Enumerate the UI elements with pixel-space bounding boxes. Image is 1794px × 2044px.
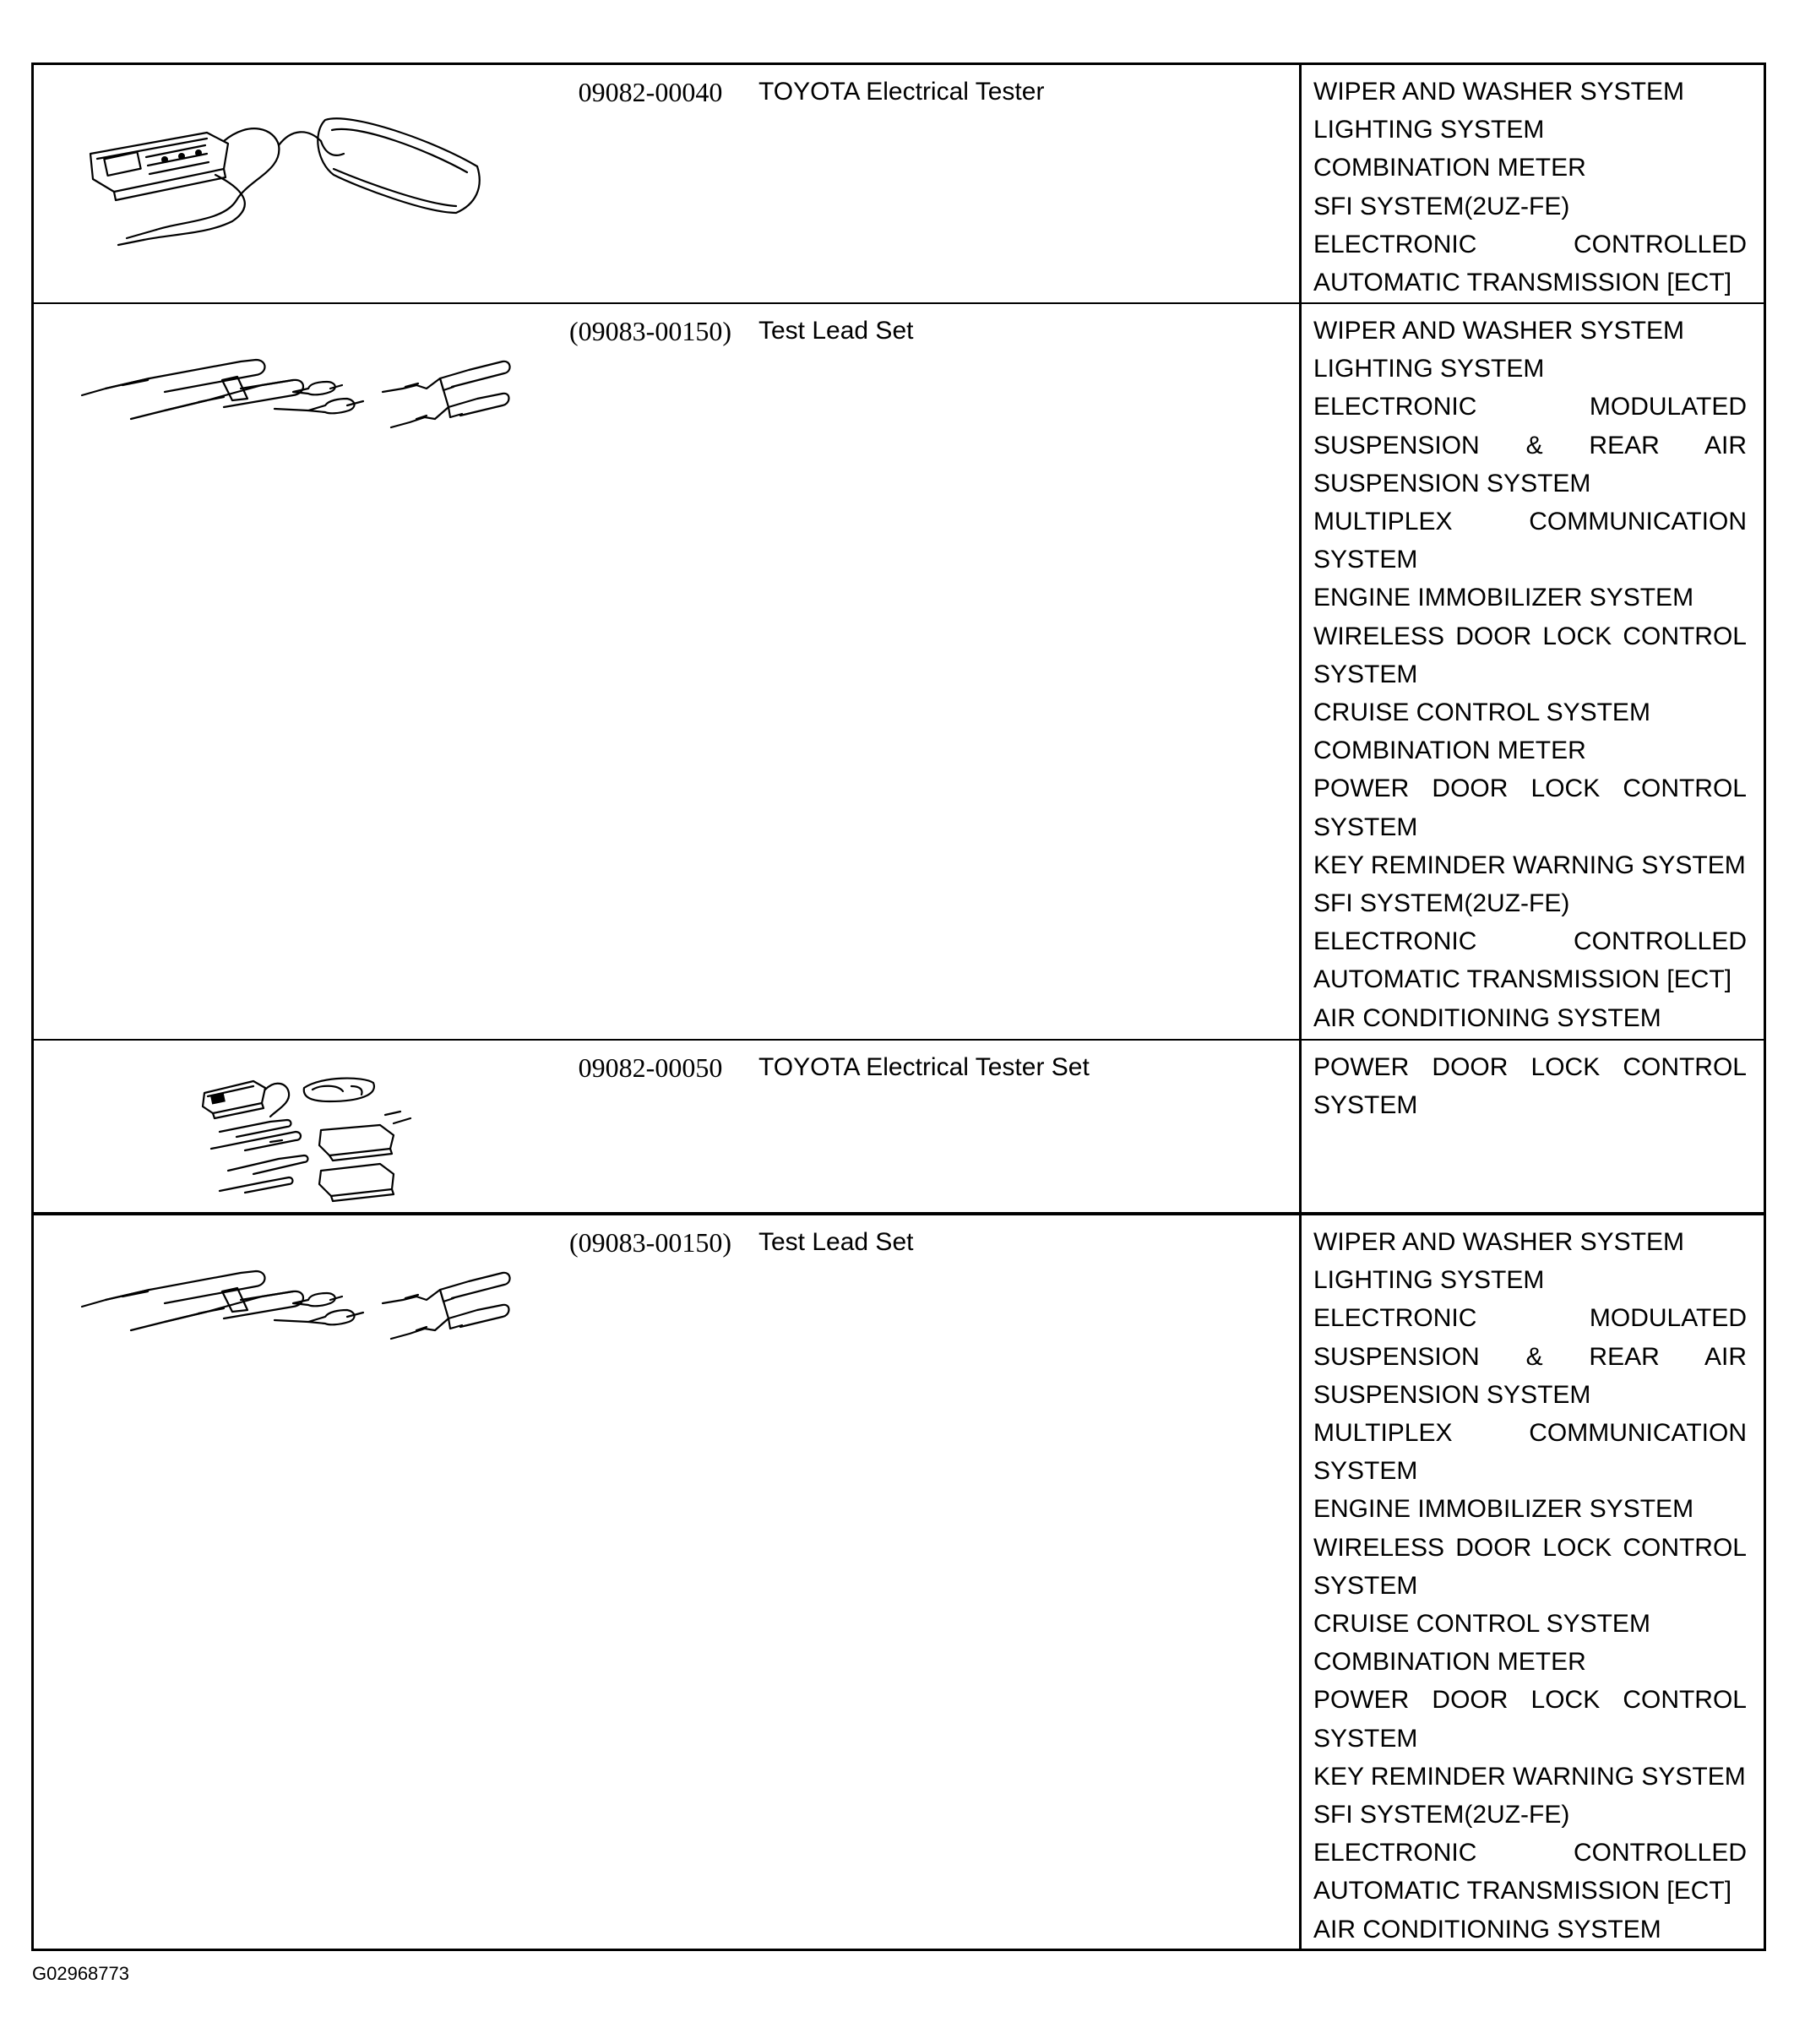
part-number: 09082-00040: [578, 77, 723, 107]
application-item: ELECTRONIC CONTROLLED AUTOMATIC TRANSMISSION [ECT]: [1313, 927, 1747, 994]
applications-cell: [1301, 1040, 1765, 1214]
tool-cell: [33, 1040, 1301, 1214]
application-item: KEY REMINDER WARNING SYSTEM: [1313, 851, 1746, 879]
tool-name: TOYOTA Electrical Tester: [758, 78, 1045, 106]
application-item: WIPER AND WASHER SYSTEM: [1313, 78, 1684, 106]
application-item: POWER DOOR LOCK CONTROL SYSTEM: [1313, 1053, 1747, 1120]
application-item: WIPER AND WASHER SYSTEM: [1313, 317, 1684, 345]
application-item: SFI SYSTEM(2UZ-FE): [1313, 889, 1570, 918]
tool-row: [33, 64, 1765, 304]
applications-list: [1302, 65, 1764, 302]
application-item: MULTIPLEX COMMUNICATION SYSTEM: [1313, 508, 1747, 574]
tool-cell: [33, 1214, 1301, 1950]
tool-name: Test Lead Set: [758, 317, 914, 345]
application-item: ENGINE IMMOBILIZER SYSTEM: [1313, 1495, 1694, 1524]
tool-cell: [33, 64, 1301, 304]
tool-row: [33, 1214, 1765, 1950]
test-lead-set-icon: [72, 1241, 511, 1342]
application-item: POWER DOOR LOCK CONTROL SYSTEM: [1313, 1686, 1747, 1753]
special-service-tools-table: [31, 63, 1766, 1951]
tool-cell: [33, 303, 1301, 1040]
application-item: LIGHTING SYSTEM: [1313, 355, 1545, 383]
tool-row: [33, 1040, 1765, 1214]
tool-name: Test Lead Set: [758, 1228, 914, 1256]
application-item: ELECTRONIC MODULATED SUSPENSION & REAR AIR SUSPENSION SYSTEM: [1313, 1304, 1747, 1409]
tool-row: [33, 303, 1765, 1040]
part-number: (09083-00150): [569, 316, 731, 346]
applications-list: [1302, 1041, 1764, 1124]
test-lead-set-icon: [72, 329, 511, 431]
applications-cell: [1301, 1214, 1765, 1950]
application-item: CRUISE CONTROL SYSTEM: [1313, 1610, 1650, 1639]
electrical-tester-set-icon: [194, 1064, 439, 1206]
application-item: WIPER AND WASHER SYSTEM: [1313, 1228, 1684, 1256]
application-item: SFI SYSTEM(2UZ-FE): [1313, 1801, 1570, 1829]
applications-list: [1302, 304, 1764, 1037]
application-item: LIGHTING SYSTEM: [1313, 1266, 1545, 1295]
application-item: AIR CONDITIONING SYSTEM: [1313, 1003, 1661, 1032]
application-item: ELECTRONIC CONTROLLED AUTOMATIC TRANSMISSION [ECT]: [1313, 230, 1747, 297]
application-item: COMBINATION METER: [1313, 1648, 1586, 1677]
application-item: LIGHTING SYSTEM: [1313, 116, 1545, 144]
applications-cell: [1301, 303, 1765, 1040]
application-item: COMBINATION METER: [1313, 154, 1586, 182]
application-item: KEY REMINDER WARNING SYSTEM: [1313, 1762, 1746, 1791]
application-item: COMBINATION METER: [1313, 737, 1586, 765]
electrical-tester-icon: [80, 95, 494, 247]
applications-cell: [1301, 64, 1765, 304]
figure-id: G02968773: [32, 1963, 129, 1984]
application-item: MULTIPLEX COMMUNICATION SYSTEM: [1313, 1419, 1747, 1486]
applications-list: [1302, 1215, 1764, 1949]
application-item: CRUISE CONTROL SYSTEM: [1313, 699, 1650, 727]
application-item: ENGINE IMMOBILIZER SYSTEM: [1313, 584, 1694, 612]
application-item: SFI SYSTEM(2UZ-FE): [1313, 192, 1570, 220]
part-number: 09082-00050: [578, 1052, 723, 1083]
tool-name: TOYOTA Electrical Tester Set: [758, 1053, 1090, 1081]
application-item: WIRELESS DOOR LOCK CONTROL SYSTEM: [1313, 622, 1747, 688]
application-item: POWER DOOR LOCK CONTROL SYSTEM: [1313, 775, 1747, 841]
application-item: AIR CONDITIONING SYSTEM: [1313, 1915, 1661, 1943]
application-item: WIRELESS DOOR LOCK CONTROL SYSTEM: [1313, 1533, 1747, 1600]
part-number: (09083-00150): [569, 1227, 731, 1258]
application-item: ELECTRONIC MODULATED SUSPENSION & REAR AIR SUSPENSION SYSTEM: [1313, 393, 1747, 497]
application-item: ELECTRONIC CONTROLLED AUTOMATIC TRANSMISSION [ECT]: [1313, 1839, 1747, 1905]
